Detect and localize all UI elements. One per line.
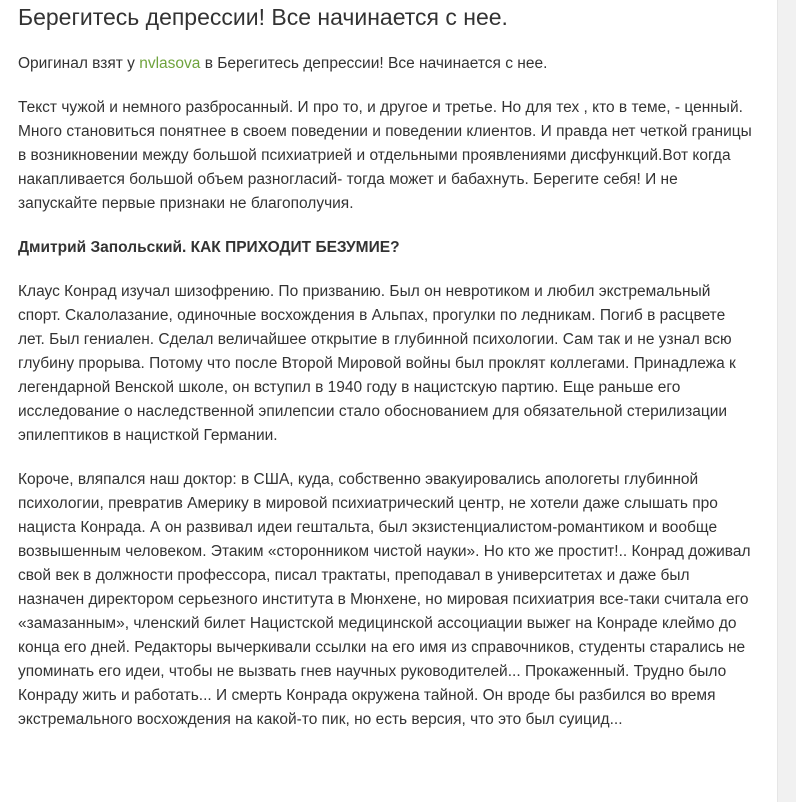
original-suffix: в Берегитесь депрессии! Все начинается с нее. [200, 55, 548, 72]
article-paragraph-2: Короче, вляпался наш доктор: в США, куда, собственно эвакуировались апологеты глубинной психологии, превратив Америку в мировой психиатрический центр, не хотели даже слышать про нациста Конрада. А он развивал идеи гештальта, был экзистенциалистом-романтиком и вообще возвышенным человеком. Этаким «сторонником чистой науки». Но кто же простит!.. Конрад доживал свой век в должности профессора, писал трактаты, преподавал в университетах и даже был назначен директором серьезного института в Мюнхене, но мировая психиатрия все-таки считала его «замазанным», членский билет Нацистской медицинской ассоциации выжег на Конраде клеймо до конца его дней. Редакторы вычеркивали ссылки на его имя из справочников, студенты старались не упоминать его идеи, чтобы не вызвать гнев научных руководителей... Прокаженный. Трудно было Конраду жить и работать... И смерть Конрада окружена тайной. Он вроде бы разбился во время экстремального восхождения на какой-то пик, но есть версия, что это был суицид... [18, 471, 751, 728]
post-title: Берегитесь депрессии! Все начинается с нее. [18, 4, 508, 30]
intro-paragraph: Текст чужой и немного разбросанный. И про то, и другое и третье. Но для тех , кто в теме, - ценный. Много становиться понятнее в своем поведении и поведении клиентов. И правда нет четкой границы в возникновении между большой психиатрией и отдельными проявлениями дисфункций.Вот когда накапливается большой объем разногласий- тогда может и бабахнуть. Берегите себя! И не запускайте первые признаки не благополучия. [18, 99, 752, 212]
original-source-line [18, 52, 756, 76]
post-content [18, 0, 756, 732]
article-heading: Дмитрий Запольский. КАК ПРИХОДИТ БЕЗУМИЕ? [18, 239, 400, 256]
vertical-scrollbar[interactable] [777, 0, 796, 802]
article-paragraph-1: Клаус Конрад изучал шизофрению. По призванию. Был он невротиком и любил экстремальный спорт. Скалолазание, одиночные восхождения в Альпах, прогулки по ледникам. Погиб в расцвете лет. Был гениален. Сделал величайшее открытие в глубинной психологии. Сам так и не узнал всю глубину прорыва. Потому что после Второй Мировой войны был проклят коллегами. Принадлежа к легендарной Венской школе, он вступил в 1940 году в нацистскую партию. Еще раньше его исследование о наследственной эпилепсии стало обоснованием для обязательной стерилизации эпилептиков в нацисткой Германии. [18, 283, 736, 444]
original-author-link[interactable]: nvlasova [139, 55, 201, 72]
original-prefix: Оригинал взят у [18, 55, 140, 72]
